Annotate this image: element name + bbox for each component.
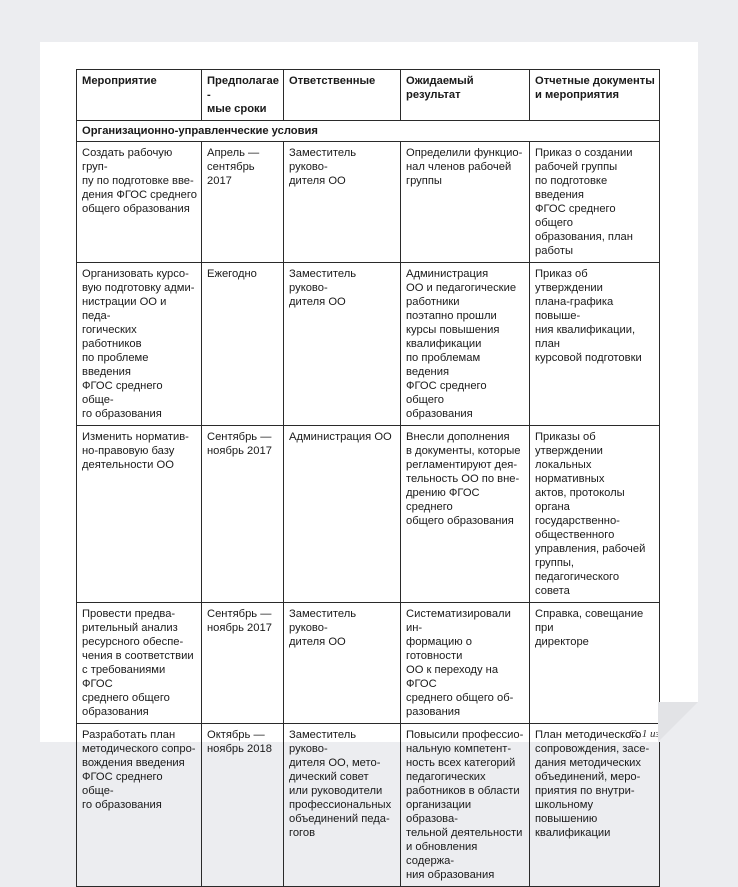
table-cell: Сентябрь — ноябрь 2017	[202, 603, 284, 724]
table-cell: Администрация ОО и педагогические работники поэтапно прошли курсы повышения квалификации по проблемам ведения ФГОС среднего общего образования	[401, 263, 530, 426]
section-title: Организационно-управленческие условия	[77, 121, 660, 142]
table-row	[77, 142, 660, 263]
table-cell: Сентябрь — ноябрь 2017	[202, 426, 284, 603]
table-cell: Приказы об утверждении локальных нормативных актов, протоколы органа государственно- общественного управления, рабочей группы, педагогического совета	[530, 426, 660, 603]
table-cell: Администрация ОО	[284, 426, 401, 603]
table-cell: Провести предва- рительный анализ ресурсного обеспе- чения в соответствии с требованиями ФГОС среднего общего образования	[77, 603, 202, 724]
section-row	[77, 121, 660, 142]
header-event: Мероприятие	[77, 70, 202, 121]
table-cell: Повысили профессио- нальную компетент- ность всех категорий педагогических работников в области организации образова- тельной деятельности и обновления содержа- ния образования	[401, 724, 530, 887]
table-cell: Приказ о создании рабочей группы по подготовке введения ФГОС среднего общего образования, план работы	[530, 142, 660, 263]
table-cell: Разработать план методического сопро- вождения введения ФГОС среднего обще- го образования	[77, 724, 202, 887]
table-cell: Ежегодно	[202, 263, 284, 426]
document-page	[40, 42, 698, 881]
table-cell: Систематизировали ин- формацию о готовности ОО к переходу на ФГОС среднего общего об- разования	[401, 603, 530, 724]
table-row	[77, 724, 660, 887]
table-cell: Приказ об утверждении плана-графика повыше- ния квалификации, план курсовой подготовки	[530, 263, 660, 426]
table-row	[77, 603, 660, 724]
table-cell: План методического сопровождения, засе- дания методических объединений, меро- приятия по внутри- школьному повышению квалификации	[530, 724, 660, 887]
page-corner-fold	[658, 702, 698, 742]
table-cell: Апрель — сентябрь 2017	[202, 142, 284, 263]
table-cell: Внесли дополнения в документы, которые регламентируют дея- тельность ОО по вне- дрению ФГОС среднего общего образования	[401, 426, 530, 603]
header-deadline: Предполагае- мые сроки	[202, 70, 284, 121]
page-indicator: С. 1 из 5	[628, 728, 668, 740]
header-expected-result: Ожидаемый результат	[401, 70, 530, 121]
table-cell: Справка, совещание при директоре	[530, 603, 660, 724]
table-cell: Изменить норматив- но-правовую базу деятельности ОО	[77, 426, 202, 603]
table-cell: Создать рабочую груп- пу по подготовке вве- дения ФГОС среднего общего образования	[77, 142, 202, 263]
table-cell: Заместитель руково- дителя ОО	[284, 263, 401, 426]
table-cell: Заместитель руково- дителя ОО	[284, 142, 401, 263]
table-cell: Октябрь — ноябрь 2018	[202, 724, 284, 887]
table-cell: Определили функцио- нал членов рабочей группы	[401, 142, 530, 263]
table-row	[77, 263, 660, 426]
table-cell: Заместитель руково- дителя ОО	[284, 603, 401, 724]
events-table	[76, 69, 660, 887]
table-cell: Заместитель руково- дителя ОО, мето- дический совет или руководители профессиональных объединений педа- гогов	[284, 724, 401, 887]
table-row	[77, 426, 660, 603]
header-reporting-documents: Отчетные документы и мероприятия	[530, 70, 660, 121]
header-responsible: Ответственные	[284, 70, 401, 121]
table-header-row	[77, 70, 660, 121]
table-cell: Организовать курсо- вую подготовку адми- нистрации ОО и педа- гогических работников по проблеме введения ФГОС среднего обще- го образования	[77, 263, 202, 426]
